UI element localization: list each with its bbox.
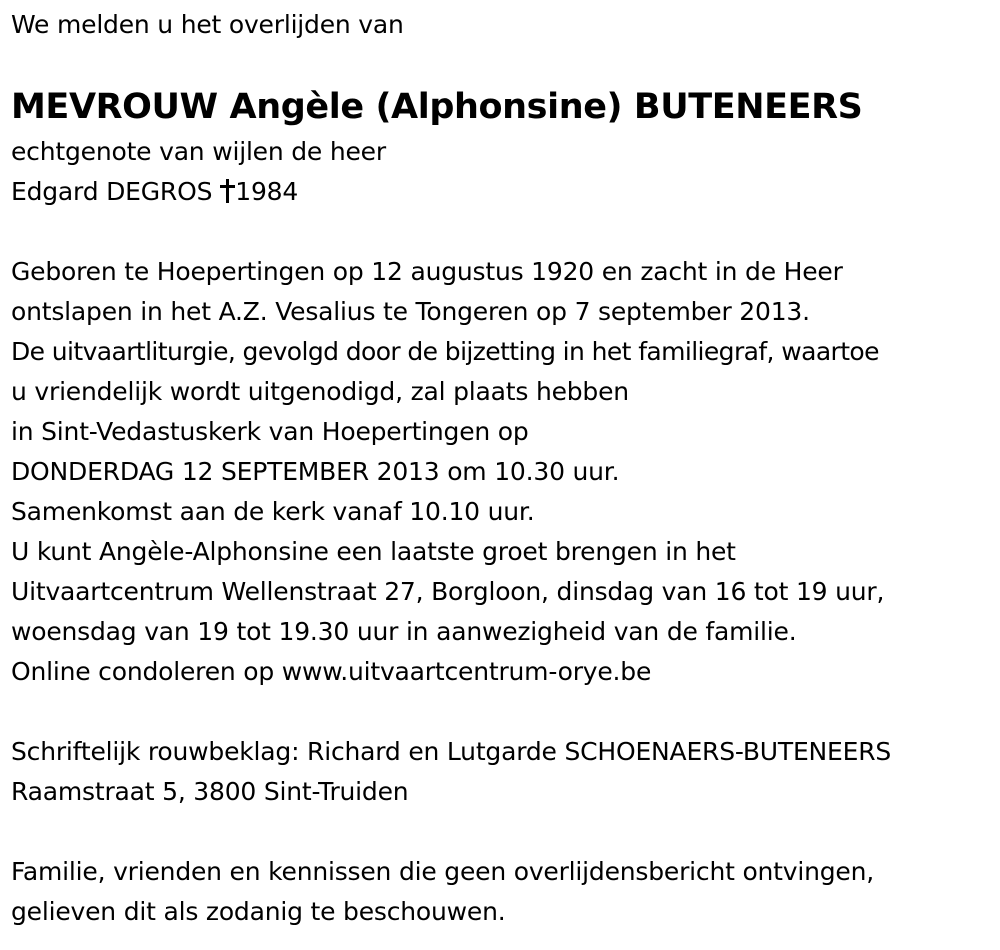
announcement-line: u vriendelijk wordt uitgenodigd, zal plaats hebben (11, 377, 629, 406)
announcement-line: ontslapen in het A.Z. Vesalius te Tongeren op 7 september 2013. (11, 297, 810, 326)
intro-text: We melden u het overlijden van (11, 10, 404, 39)
spouse-line (11, 172, 996, 212)
closing-line: Familie, vrienden en kennissen die geen overlijdensbericht ontvingen, (11, 857, 875, 886)
announcement-line: Geboren te Hoepertingen op 12 augustus 1920 en zacht in de Heer (11, 257, 843, 286)
spacer (11, 812, 996, 852)
deceased-name: MEVROUW Angèle (Alphonsine) BUTENEERS (11, 87, 863, 127)
spacer (11, 212, 996, 252)
announcement-line: DONDERDAG 12 SEPTEMBER 2013 om 10.30 uur. (11, 457, 620, 486)
spouse-name: Edgard DEGROS (11, 177, 213, 206)
announcement-line: U kunt Angèle-Alphonsine een laatste groet brengen in het (11, 537, 736, 566)
condolence-line: Schriftelijk rouwbeklag: Richard en Lutgarde SCHOENAERS-BUTENEERS (11, 737, 892, 766)
condolence-address-line: Raamstraat 5, 3800 Sint-Truiden (11, 777, 409, 806)
announcement-line: woensdag van 19 tot 19.30 uur in aanwezigheid van de familie. (11, 617, 797, 646)
announcement-line: Samenkomst aan de kerk vanaf 10.10 uur. (11, 497, 535, 526)
cross-icon (220, 179, 234, 203)
spouse-death-year: 1984 (235, 177, 299, 206)
announcement-line: De uitvaartliturgie, gevolgd door de bijzetting in het familiegraf, waartoe (11, 337, 879, 366)
closing-line: gelieven dit als zodanig te beschouwen. (11, 897, 506, 926)
relation-text: echtgenote van wijlen de heer (11, 137, 386, 166)
announcement-line: in Sint-Vedastuskerk van Hoepertingen op (11, 417, 529, 446)
spacer (11, 692, 996, 732)
announcement-line: Uitvaartcentrum Wellenstraat 27, Borgloon, dinsdag van 16 tot 19 uur, (11, 577, 885, 606)
website-line: Online condoleren op www.uitvaartcentrum-orye.be (11, 657, 652, 686)
death-notice (11, 0, 996, 932)
